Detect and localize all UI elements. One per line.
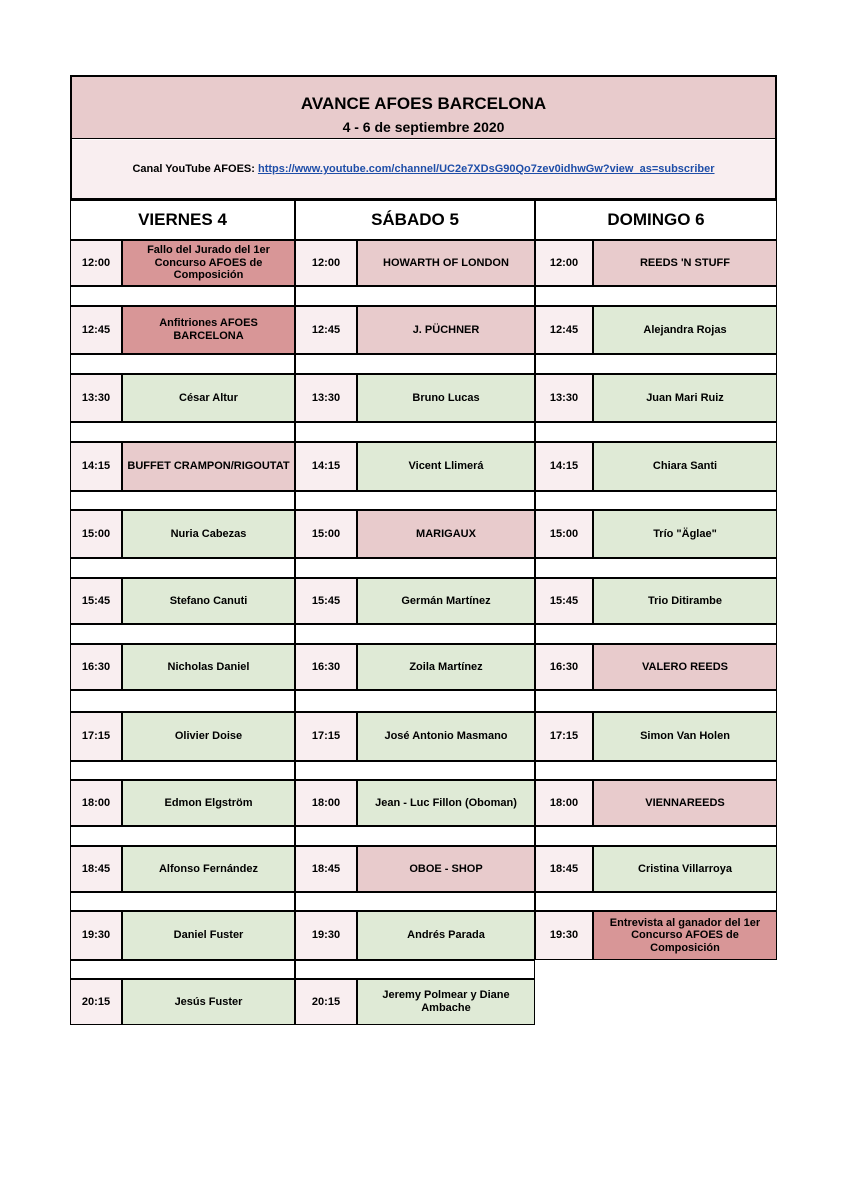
slot-name: OBOE - SHOP xyxy=(357,846,535,892)
slot-name: Cristina Villarroya xyxy=(593,846,777,892)
slot-time: 17:15 xyxy=(295,712,357,761)
spacer-row xyxy=(535,761,777,780)
slot-time: 14:15 xyxy=(535,442,593,491)
spacer-row xyxy=(70,960,295,979)
slot-time: 16:30 xyxy=(535,644,593,690)
slot-time: 15:00 xyxy=(295,510,357,558)
slot-time: 12:00 xyxy=(70,240,122,286)
slot-name: HOWARTH OF LONDON xyxy=(357,240,535,286)
day-header: SÁBADO 5 xyxy=(295,200,535,240)
day-header: VIERNES 4 xyxy=(70,200,295,240)
slot-name: Entrevista al ganador del 1er Concurso AFOES de Composición xyxy=(593,911,777,960)
spacer-row xyxy=(70,558,295,578)
slot-name: Jesús Fuster xyxy=(122,979,295,1025)
spacer-row xyxy=(70,826,295,846)
spacer-row xyxy=(295,761,535,780)
slot-name: VIENNAREEDS xyxy=(593,780,777,826)
spacer-row xyxy=(70,422,295,442)
slot-name: Andrés Parada xyxy=(357,911,535,960)
spacer-row xyxy=(70,624,295,644)
youtube-label: Canal YouTube AFOES: xyxy=(132,163,258,175)
slot-time: 20:15 xyxy=(70,979,122,1025)
spacer-row xyxy=(295,826,535,846)
spacer-row xyxy=(295,286,535,306)
slot-name: Trio Ditirambe xyxy=(593,578,777,624)
slot-time: 13:30 xyxy=(535,374,593,422)
slot-name: Juan Mari Ruiz xyxy=(593,374,777,422)
spacer-row xyxy=(70,761,295,780)
slot-name: Jean - Luc Fillon (Oboman) xyxy=(357,780,535,826)
slot-time: 12:45 xyxy=(295,306,357,354)
slot-name: César Altur xyxy=(122,374,295,422)
spacer-row xyxy=(295,558,535,578)
spacer-row xyxy=(295,491,535,510)
spacer-row xyxy=(70,892,295,911)
slot-time: 15:45 xyxy=(535,578,593,624)
slot-time: 18:45 xyxy=(70,846,122,892)
slot-name: Nuria Cabezas xyxy=(122,510,295,558)
slot-name: José Antonio Masmano xyxy=(357,712,535,761)
slot-time: 18:45 xyxy=(295,846,357,892)
slot-name: REEDS 'N STUFF xyxy=(593,240,777,286)
slot-time: 18:00 xyxy=(535,780,593,826)
slot-time: 13:30 xyxy=(70,374,122,422)
spacer-row xyxy=(70,690,295,712)
slot-name: Stefano Canuti xyxy=(122,578,295,624)
slot-time: 17:15 xyxy=(70,712,122,761)
slot-name: Jeremy Polmear y Diane Ambache xyxy=(357,979,535,1025)
slot-name: Daniel Fuster xyxy=(122,911,295,960)
slot-time: 12:45 xyxy=(535,306,593,354)
slot-name: Alfonso Fernández xyxy=(122,846,295,892)
slot-name: Simon Van Holen xyxy=(593,712,777,761)
spacer-row xyxy=(295,354,535,374)
spacer-row xyxy=(535,892,777,911)
page-title: AVANCE AFOES BARCELONA xyxy=(300,94,547,113)
youtube-line xyxy=(72,163,775,175)
event-dates: 4 - 6 de septiembre 2020 xyxy=(342,119,505,135)
slot-time: 12:45 xyxy=(70,306,122,354)
slot-name: Germán Martínez xyxy=(357,578,535,624)
slot-name: BUFFET CRAMPON/RIGOUTAT xyxy=(122,442,295,491)
slot-time: 16:30 xyxy=(295,644,357,690)
slot-time: 20:15 xyxy=(295,979,357,1025)
slot-time: 18:45 xyxy=(535,846,593,892)
spacer-row xyxy=(295,422,535,442)
slot-time: 15:00 xyxy=(70,510,122,558)
slot-time: 14:15 xyxy=(295,442,357,491)
spacer-row xyxy=(70,491,295,510)
slot-time: 15:45 xyxy=(295,578,357,624)
spacer-row xyxy=(295,960,535,979)
slot-time: 19:30 xyxy=(535,911,593,960)
slot-time: 12:00 xyxy=(535,240,593,286)
spacer-row xyxy=(535,558,777,578)
spacer-row xyxy=(535,422,777,442)
slot-name: Olivier Doise xyxy=(122,712,295,761)
slot-name: Chiara Santi xyxy=(593,442,777,491)
slot-name: Anfitriones AFOES BARCELONA xyxy=(122,306,295,354)
slot-name: Alejandra Rojas xyxy=(593,306,777,354)
slot-name: Nicholas Daniel xyxy=(122,644,295,690)
spacer-row xyxy=(535,286,777,306)
slot-name: Trío "Äglae" xyxy=(593,510,777,558)
slot-name: Vicent Llimerá xyxy=(357,442,535,491)
slot-time: 13:30 xyxy=(295,374,357,422)
spacer-row xyxy=(295,690,535,712)
day-header: DOMINGO 6 xyxy=(535,200,777,240)
slot-time: 18:00 xyxy=(295,780,357,826)
slot-time: 16:30 xyxy=(70,644,122,690)
slot-time: 14:15 xyxy=(70,442,122,491)
slot-time: 17:15 xyxy=(535,712,593,761)
slot-time: 12:00 xyxy=(295,240,357,286)
spacer-row xyxy=(535,354,777,374)
slot-time: 15:00 xyxy=(535,510,593,558)
spacer-row xyxy=(535,690,777,712)
slot-name: Edmon Elgström xyxy=(122,780,295,826)
slot-time: 18:00 xyxy=(70,780,122,826)
slot-name: Zoila Martínez xyxy=(357,644,535,690)
slot-name: VALERO REEDS xyxy=(593,644,777,690)
slot-time: 15:45 xyxy=(70,578,122,624)
spacer-row xyxy=(295,892,535,911)
slot-name: Bruno Lucas xyxy=(357,374,535,422)
spacer-row xyxy=(535,491,777,510)
spacer-row xyxy=(70,286,295,306)
spacer-row xyxy=(535,624,777,644)
slot-name: MARIGAUX xyxy=(357,510,535,558)
youtube-link[interactable]: https://www.youtube.com/channel/UC2e7XDsG90Qo7zev0idhwGw?view_as=subscriber xyxy=(257,163,715,175)
slot-time: 19:30 xyxy=(70,911,122,960)
spacer-row xyxy=(70,354,295,374)
slot-name: Fallo del Jurado del 1er Concurso AFOES de Composición xyxy=(122,240,295,286)
spacer-row xyxy=(535,826,777,846)
slot-name: J. PÜCHNER xyxy=(357,306,535,354)
spacer-row xyxy=(295,624,535,644)
slot-time: 19:30 xyxy=(295,911,357,960)
